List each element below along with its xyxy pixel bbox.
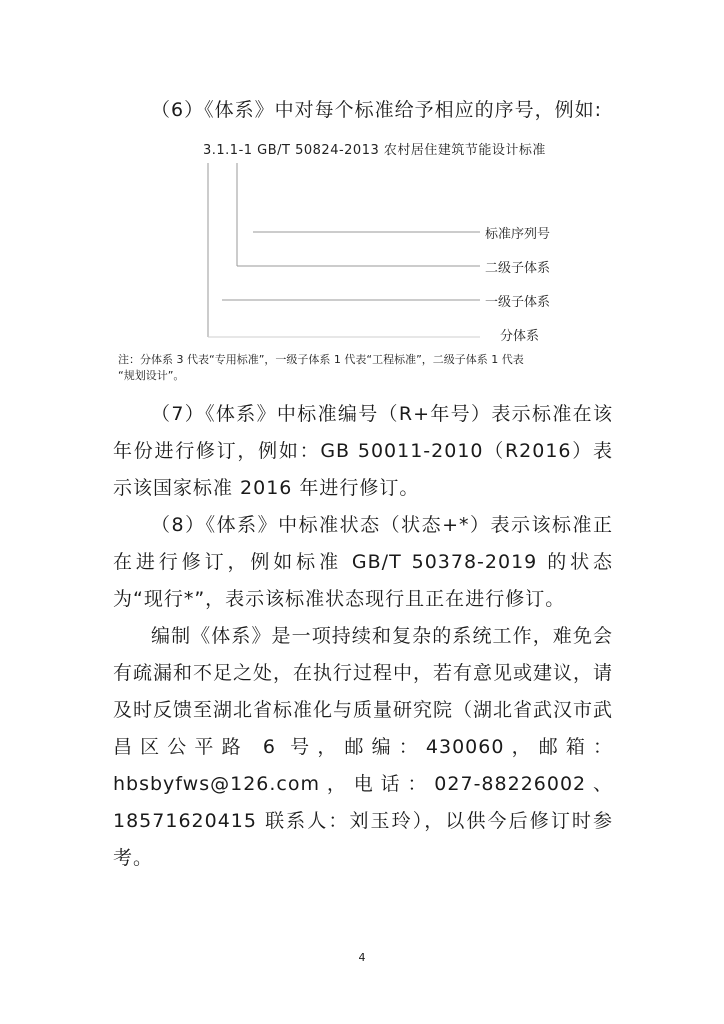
label-serial-number: 标准序列号 [485, 227, 551, 242]
label-subsystem: 分体系 [500, 329, 540, 344]
note-line-2: “规划设计”。 [118, 369, 185, 382]
note-line-1: 注：分体系 3 代表“专用标准”，一级子体系 1 代表“工程标准”，二级子体系 1 代表 [118, 353, 524, 366]
diagram-note [118, 352, 618, 384]
paragraph-7: （7）《体系》中标准编号（R+年号）表示标准在该年份进行修订，例如：GB 50011-2010（R2016）表示该国家标准 2016 年进行修订。 [113, 403, 613, 499]
example-standard-number: 3.1.1-1 GB/T 50824-2013 农村居住建筑节能设计标准 [203, 143, 546, 158]
label-secondary-subsystem: 二级子体系 [485, 261, 551, 276]
closing-paragraph: 编制《体系》是一项持续和复杂的系统工作，难免会有疏漏和不足之处，在执行过程中，若有意见或建议，请及时反馈至湖北省标准化与质量研究院（湖北省武汉市武昌区公平路 6 号，邮编：430060，邮箱：hbsbyfws@126.com，电话：027-88226002、18571620415 联系人：刘玉玲），以供今后修订时参考。 [113, 625, 614, 869]
page-number: 4 [358, 951, 366, 964]
paragraph-6: （6）《体系》中对每个标准给予相应的序号，例如: [151, 99, 602, 121]
paragraph-8: （8）《体系》中标准状态（状态+*）表示该标准正在进行修订，例如标准 GB/T 50378-2019 的状态为“现行*”，表示该标准状态现行且正在进行修订。 [113, 514, 613, 610]
label-primary-subsystem: 一级子体系 [485, 295, 551, 310]
